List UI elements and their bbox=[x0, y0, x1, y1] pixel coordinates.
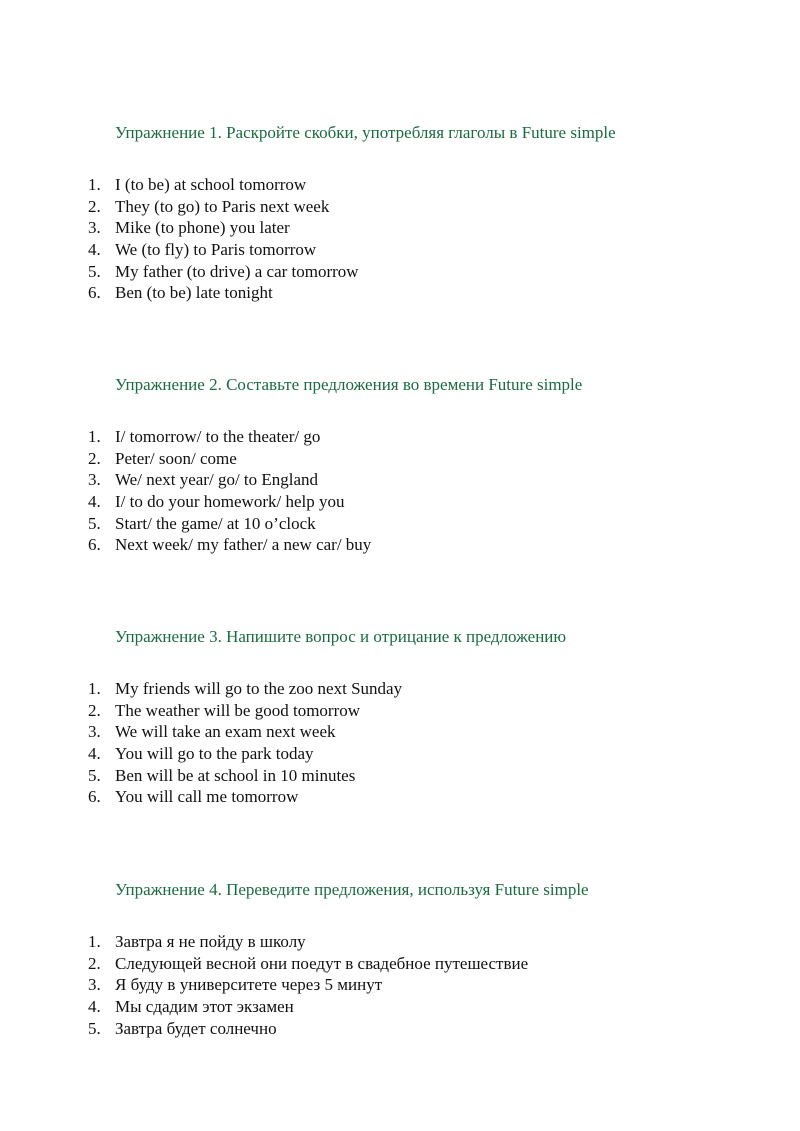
item-text: Mike (to phone) you later bbox=[115, 218, 290, 238]
item-number: 4. bbox=[88, 744, 101, 764]
item-number: 2. bbox=[88, 953, 101, 973]
item-number: 3. bbox=[88, 218, 101, 238]
item-number: 5. bbox=[88, 513, 101, 533]
item-text: I/ tomorrow/ to the theater/ go bbox=[115, 427, 321, 446]
item-text: I/ to do your homework/ help you bbox=[115, 492, 345, 512]
item-number: 5. bbox=[88, 765, 101, 785]
item-text: Следующей весной они поедут в свадебное путешествие bbox=[115, 953, 529, 973]
item-number: 5. bbox=[88, 261, 101, 281]
item-text: They (to go) to Paris next week bbox=[115, 196, 330, 216]
item-number: 1. bbox=[88, 427, 101, 446]
exercise-3-title: Упражнение 3. Напишите вопрос и отрицание к предложению bbox=[115, 627, 567, 646]
item-number: 1. bbox=[88, 679, 101, 698]
item-text: Я буду в университете через 5 минут bbox=[115, 975, 383, 995]
item-number: 6. bbox=[88, 787, 101, 807]
item-number: 2. bbox=[88, 700, 101, 720]
item-number: 6. bbox=[88, 283, 101, 303]
item-text: You will call me tomorrow bbox=[115, 787, 299, 807]
item-text: We (to fly) to Paris tomorrow bbox=[115, 240, 317, 260]
item-number: 4. bbox=[88, 240, 101, 260]
item-number: 3. bbox=[88, 975, 101, 995]
item-text: My father (to drive) a car tomorrow bbox=[115, 261, 359, 281]
item-number: 3. bbox=[88, 722, 101, 742]
item-text: The weather will be good tomorrow bbox=[115, 700, 361, 720]
item-number: 1. bbox=[88, 932, 101, 951]
item-number: 4. bbox=[88, 492, 101, 512]
exercise-1-title: Упражнение 1. Раскройте скобки, употребляя глаголы в Future simple bbox=[115, 123, 616, 142]
item-text: We/ next year/ go/ to England bbox=[115, 470, 319, 490]
item-number: 3. bbox=[88, 470, 101, 490]
item-text: I (to be) at school tomorrow bbox=[115, 175, 307, 194]
exercise-2-title: Упражнение 2. Составьте предложения во времени Future simple bbox=[115, 375, 583, 394]
item-number: 1. bbox=[88, 175, 101, 194]
item-text: Завтра я не пойду в школу bbox=[115, 932, 306, 951]
item-text: Мы сдадим этот экзамен bbox=[115, 997, 294, 1017]
item-text: Next week/ my father/ a new car/ buy bbox=[115, 535, 372, 555]
item-number: 2. bbox=[88, 196, 101, 216]
item-text: Завтра будет солнечно bbox=[115, 1018, 277, 1038]
item-number: 5. bbox=[88, 1018, 101, 1038]
item-number: 2. bbox=[88, 448, 101, 468]
item-text: Peter/ soon/ come bbox=[115, 448, 237, 468]
item-text: My friends will go to the zoo next Sunday bbox=[115, 679, 403, 698]
item-text: You will go to the park today bbox=[115, 744, 314, 764]
item-text: Ben (to be) late tonight bbox=[115, 283, 273, 303]
item-text: We will take an exam next week bbox=[115, 722, 336, 742]
item-text: Start/ the game/ at 10 o’clock bbox=[115, 513, 316, 533]
item-text: Ben will be at school in 10 minutes bbox=[115, 765, 356, 785]
item-number: 6. bbox=[88, 535, 101, 555]
item-number: 4. bbox=[88, 997, 101, 1017]
exercise-4-title: Упражнение 4. Переведите предложения, используя Future simple bbox=[115, 880, 589, 899]
